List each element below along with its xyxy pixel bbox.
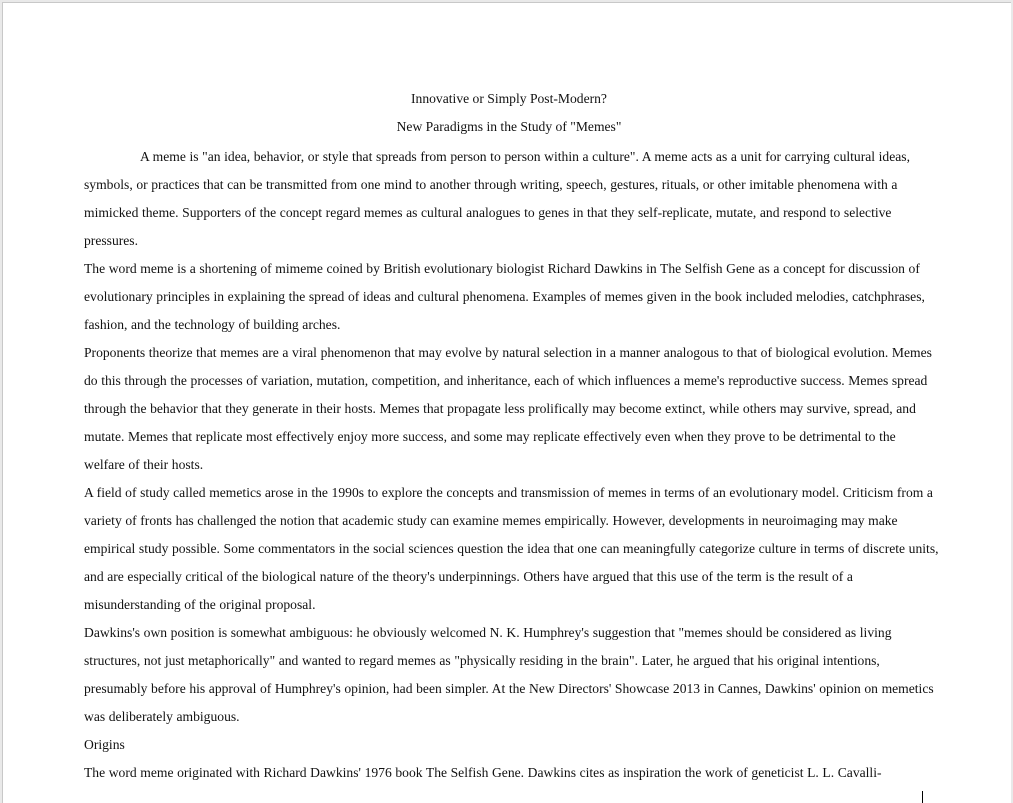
text-cursor [922, 791, 923, 803]
paragraph-intro: A meme is "an idea, behavior, or style that spreads from person to person within a culture". A meme acts as a unit for carrying cultural ideas, symbols, or practices that can be transmitted from one mind to another through writing, speech, gestures, rituals, or other imitable phenomena with a mimicked theme. Supporters of the concept regard memes as cultural analogues to genes in that they self-replicate, mutate, and respond to selective pressures. [84, 149, 910, 248]
document-body[interactable] [84, 85, 940, 787]
paragraph-origins: The word meme originated with Richard Dawkins' 1976 book The Selfish Gene. Dawkins cites as inspiration the work of geneticist L. L. Cavalli- [84, 765, 882, 780]
paragraph-memetics: A field of study called memetics arose in the 1990s to explore the concepts and transmission of memes in terms of an evolutionary model. Criticism from a variety of fronts has challenged the notion that academic study can examine memes empirically. However, developments in neuroimaging may make empirical study possible. Some commentators in the social sciences question the idea that one can meaningfully categorize culture in terms of discrete units, and are especially critical of the biological nature of the theory's underpinnings. Others have argued that this use of the term is the result of a misunderstanding of the original proposal. [84, 485, 939, 612]
paragraph-word-meme: The word meme is a shortening of mimeme coined by British evolutionary biologist Richard Dawkins in The Selfish Gene as a concept for discussion of evolutionary principles in explaining the spread of ideas and cultural phenomena. Examples of memes given in the book included melodies, catchphrases, fashion, and the technology of building arches. [84, 261, 925, 332]
document-page[interactable] [2, 2, 1011, 803]
section-heading-origins: Origins [84, 737, 125, 752]
paragraph-dawkins-position: Dawkins's own position is somewhat ambiguous: he obviously welcomed N. K. Humphrey's suggestion that "memes should be considered as living structures, not just metaphorically" and wanted to regard memes as "physically residing in the brain". Later, he argued that his original intentions, presumably before his approval of Humphrey's opinion, had been simpler. At the New Directors' Showcase 2013 in Cannes, Dawkins' opinion on memetics was deliberately ambiguous. [84, 625, 934, 724]
paragraph-proponents: Proponents theorize that memes are a viral phenomenon that may evolve by natural selection in a manner analogous to that of biological evolution. Memes do this through the processes of variation, mutation, competition, and inheritance, each of which influences a meme's reproductive success. Memes spread through the behavior that they generate in their hosts. Memes that propagate less prolifically may become extinct, while others may survive, spread, and mutate. Memes that replicate most effectively enjoy more success, and some may replicate effectively even when they prove to be detrimental to the welfare of their hosts. [84, 345, 932, 472]
document-subtitle: New Paradigms in the Study of "Memes" [396, 119, 622, 134]
document-title: Innovative or Simply Post-Modern? [411, 91, 607, 106]
